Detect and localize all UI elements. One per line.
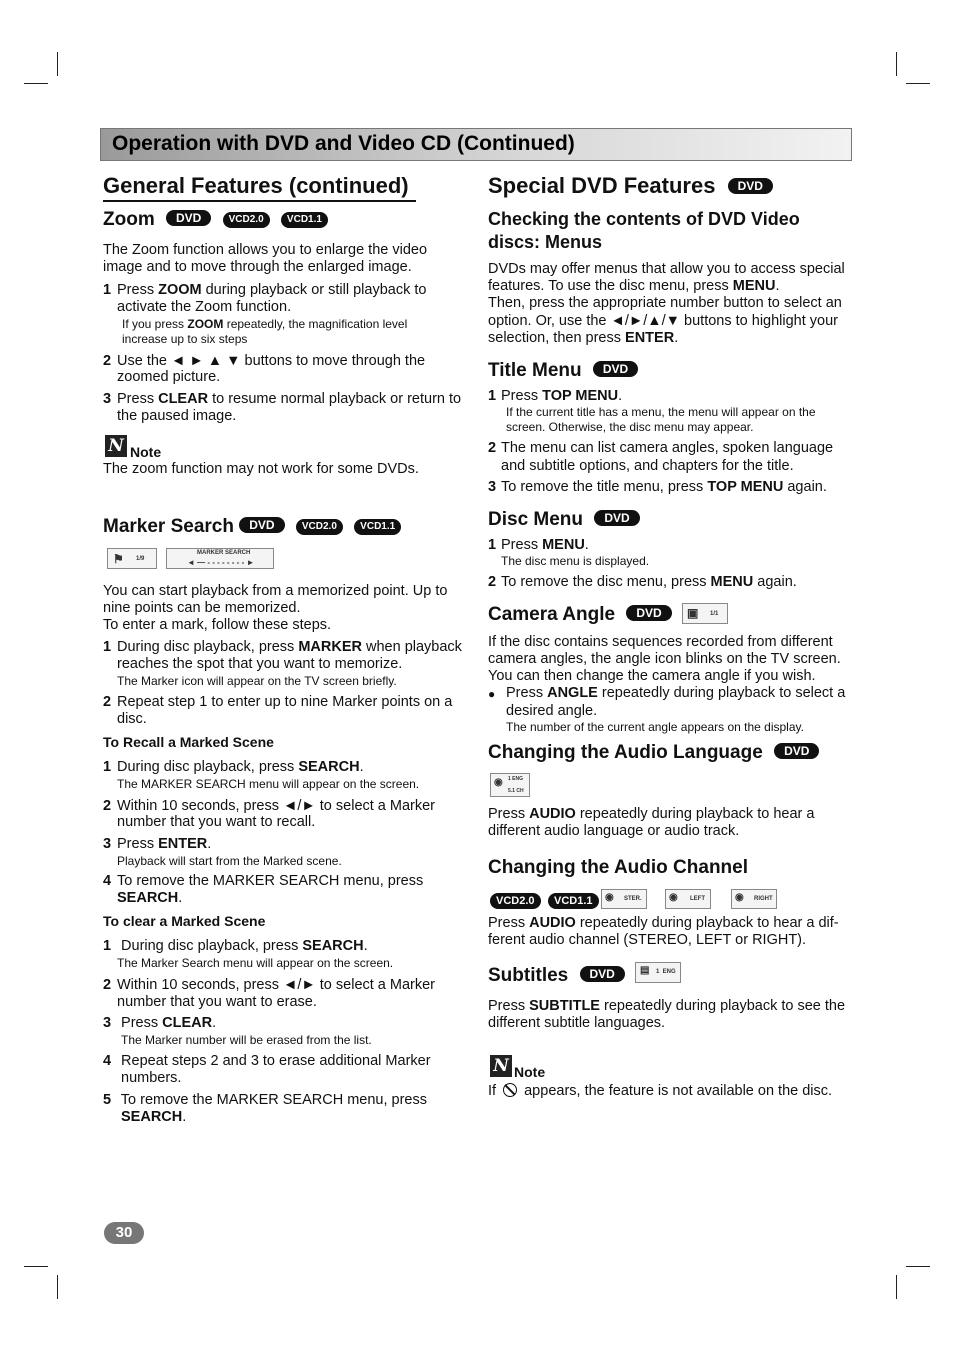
step-number: 1 — [103, 938, 112, 954]
crop-mark — [24, 1266, 48, 1267]
step-number: 3 — [103, 836, 112, 852]
badge-dvd: DVD — [594, 510, 639, 526]
step-number: 3 — [488, 479, 497, 495]
menus-text-3: Then, press the appropriate number button to select an — [488, 295, 842, 311]
subtitles-osd-value: 1 ENG — [656, 969, 676, 975]
camera-text-1: If the disc contains sequences recorded from different — [488, 634, 833, 650]
camera-text-2: camera angles, the angle icon blinks on the TV screen. — [488, 651, 841, 667]
clear-step-5-line2: SEARCH. — [121, 1109, 187, 1125]
clear-heading: To clear a Marked Scene — [103, 913, 266, 929]
recall-step-4: To remove the MARKER SEARCH menu, press — [117, 873, 424, 889]
menus-heading-2: discs: Menus — [488, 232, 603, 252]
recall-step-2: Within 10 seconds, press ◄/► to select a Marker — [117, 798, 436, 814]
menus-text-5: selection, then press ENTER. — [488, 330, 679, 346]
note-icon: N — [490, 1055, 512, 1077]
camera-bullet-sub: The number of the current angle appears on the display. — [506, 720, 804, 734]
zoom-step-1-sub: If you press ZOOM repeatedly, the magnification level — [122, 317, 408, 331]
subtitles-heading-text: Subtitles — [488, 965, 569, 986]
crop-mark — [896, 52, 897, 76]
zoom-heading — [103, 209, 328, 231]
marker-search-osd-bar: ◄ — - - - - - - - - ► — [187, 558, 255, 567]
title-menu-step-3: To remove the title menu, press TOP MENU again. — [501, 479, 827, 495]
camera-angle-osd-value: 1/1 — [710, 611, 719, 617]
audio-language-text-2: different audio language or audio track. — [488, 823, 740, 839]
recall-heading: To Recall a Marked Scene — [103, 734, 274, 750]
audio-language-text-1: Press AUDIO repeatedly during playback to hear a — [488, 806, 815, 822]
step-number: 1 — [488, 537, 497, 553]
clear-step-3-sub: The Marker number will be erased from the list. — [121, 1033, 372, 1047]
marker-search-osd — [166, 548, 274, 569]
prohibited-icon — [503, 1083, 517, 1097]
audio-icon: ◉ — [735, 892, 744, 903]
audio-channel-osd-stereo-label: STER. — [624, 896, 642, 902]
recall-step-4-line2: SEARCH. — [117, 890, 183, 906]
right-title — [488, 173, 773, 200]
step-number: 4 — [103, 873, 112, 889]
title-menu-step-2: The menu can list camera angles, spoken language — [501, 440, 834, 456]
camera-bullet-line2: desired angle. — [506, 703, 598, 719]
recall-step-1-sub: The MARKER SEARCH menu will appear on the screen. — [117, 777, 420, 791]
audio-channel-text-2: ferent audio channel (STEREO, LEFT or RIGHT). — [488, 932, 807, 948]
step-number: 3 — [103, 391, 112, 407]
step-number: 2 — [103, 353, 112, 369]
camera-angle-heading-text: Camera Angle — [488, 604, 616, 625]
badge-vcd20: VCD2.0 — [223, 212, 270, 228]
clear-step-4-line2: numbers. — [121, 1070, 182, 1086]
badge-vcd11: VCD1.1 — [281, 212, 328, 228]
badge-vcd20: VCD2.0 — [296, 519, 343, 535]
audio-channel-osd-stereo — [601, 889, 647, 909]
badge-vcd11: VCD1.1 — [354, 519, 401, 535]
disc-menu-step-1: Press MENU. — [501, 537, 589, 553]
audio-language-osd-line2: 5.1 CH — [508, 788, 524, 794]
disc-menu-heading — [488, 509, 640, 531]
camera-bullet: Press ANGLE repeatedly during playback to select a — [506, 685, 846, 701]
menus-text-2: features. To use the disc menu, press MENU. — [488, 278, 780, 294]
step-number: 1 — [488, 388, 497, 404]
title-menu-heading-text: Title Menu — [488, 360, 582, 381]
audio-channel-osd-left — [665, 889, 711, 909]
subtitles-heading — [488, 965, 625, 987]
zoom-step-1: Press ZOOM during playback or still playback to — [117, 282, 427, 298]
marker-osd-count: 1/9 — [136, 556, 145, 562]
marker-step-2-line2: disc. — [117, 711, 147, 727]
badge-dvd: DVD — [626, 605, 671, 621]
audio-channel-osd-left-label: LEFT — [690, 896, 705, 902]
step-number: 1 — [103, 759, 112, 775]
step-number: 4 — [103, 1053, 112, 1069]
right-title-text: Special DVD Features — [488, 173, 716, 198]
disc-menu-step-1-sub: The disc menu is displayed. — [501, 554, 650, 568]
audio-icon: ◉ — [605, 892, 614, 903]
zoom-step-3-line2: the paused image. — [117, 408, 237, 424]
menus-heading-1: Checking the contents of DVD Video — [488, 209, 800, 229]
marker-icon: ⚑ — [113, 552, 124, 566]
marker-step-1-line2: reaches the spot that you want to memorize. — [117, 656, 403, 672]
audio-icon: ◉ — [494, 777, 503, 788]
banner-title: Operation with DVD and Video CD (Continued) — [112, 132, 575, 155]
marker-osd — [107, 548, 157, 569]
recall-step-3: Press ENTER. — [117, 836, 212, 852]
zoom-intro: The Zoom function allows you to enlarge the video image and to move through the enlarged image. — [103, 242, 428, 275]
badge-dvd: DVD — [728, 178, 773, 194]
step-number: 1 — [103, 639, 112, 655]
audio-language-heading-text: Changing the Audio Language — [488, 742, 763, 763]
marker-step-2: Repeat step 1 to enter up to nine Marker points on a — [117, 694, 453, 710]
audio-language-osd — [490, 773, 530, 797]
step-number: 2 — [488, 574, 497, 590]
page-number: 30 — [104, 1222, 144, 1244]
audio-channel-badges — [490, 893, 599, 912]
crop-mark — [906, 83, 930, 84]
crop-mark — [57, 1275, 58, 1299]
badge-vcd20: VCD2.0 — [490, 893, 541, 909]
audio-icon: ◉ — [669, 892, 678, 903]
camera-text-3: You can then change the camera angle if you wish. — [488, 668, 816, 684]
title-menu-heading — [488, 360, 638, 382]
title-menu-step-1-sub: If the current title has a menu, the menu will appear on the — [506, 405, 816, 419]
note-label: Note — [514, 1064, 546, 1080]
camera-angle-heading — [488, 604, 672, 626]
zoom-step-1-line2: activate the Zoom function. — [117, 299, 292, 315]
crop-mark — [57, 52, 58, 76]
subtitles-text-2: different subtitle languages. — [488, 1015, 666, 1031]
disc-menu-step-2: To remove the disc menu, press MENU again. — [501, 574, 797, 590]
subtitles-text-1: Press SUBTITLE repeatedly during playback to see the — [488, 998, 846, 1014]
title-menu-step-1: Press TOP MENU. — [501, 388, 623, 404]
badge-vcd11: VCD1.1 — [548, 893, 599, 909]
badge-dvd: DVD — [580, 966, 625, 982]
marker-search-osd-title: MARKER SEARCH — [197, 550, 251, 556]
clear-step-1-sub: The Marker Search menu will appear on the screen. — [117, 956, 394, 970]
step-number: 2 — [103, 798, 112, 814]
step-number: 3 — [103, 1015, 112, 1031]
clear-step-1: During disc playback, press SEARCH. — [117, 938, 368, 954]
audio-channel-osd-right-label: RIGHT — [754, 896, 773, 902]
zoom-step-2-line2: zoomed picture. — [117, 369, 221, 385]
crop-mark — [24, 83, 48, 84]
marker-heading-text: Marker Search — [103, 516, 234, 537]
title-menu-step-1-sub2: screen. Otherwise, the disc menu may appear. — [506, 420, 754, 434]
marker-step-1-sub: The Marker icon will appear on the TV screen briefly. — [117, 674, 397, 688]
disc-menu-heading-text: Disc Menu — [488, 509, 584, 530]
camera-icon: ▣ — [687, 606, 699, 620]
left-title: General Features (continued) — [103, 173, 416, 202]
marker-intro-2: nine points can be memorized. — [103, 600, 301, 616]
clear-step-2-line2: number that you want to erase. — [117, 994, 317, 1010]
recall-step-2-line2: number that you want to recall. — [117, 814, 316, 830]
subtitle-icon: ▤ — [640, 965, 650, 976]
menus-text-1: DVDs may offer menus that allow you to access special — [488, 261, 845, 277]
note-icon: N — [105, 435, 127, 457]
zoom-step-3: Press CLEAR to resume normal playback or return to — [117, 391, 462, 407]
step-number: 5 — [103, 1092, 112, 1108]
zoom-step-2: Use the ◄ ► ▲ ▼ buttons to move through the — [117, 353, 426, 369]
marker-intro-3: To enter a mark, follow these steps. — [103, 617, 332, 633]
badge-dvd: DVD — [774, 743, 819, 759]
recall-step-3-sub: Playback will start from the Marked scene. — [117, 854, 342, 868]
badge-dvd: DVD — [239, 517, 284, 533]
bullet: ● — [488, 687, 496, 701]
crop-mark — [906, 1266, 930, 1267]
note-label: Note — [130, 444, 162, 460]
marker-intro-1: You can start playback from a memorized point. Up to — [103, 583, 448, 599]
zoom-step-1-sub-line2: increase up to six steps — [122, 332, 248, 346]
title-menu-step-2-line2: and subtitle options, and chapters for the title. — [501, 458, 794, 474]
clear-step-2: Within 10 seconds, press ◄/► to select a Marker — [117, 977, 436, 993]
zoom-note-text: The zoom function may not work for some DVDs. — [103, 461, 419, 477]
recall-step-1: During disc playback, press SEARCH. — [117, 759, 364, 775]
clear-step-3: Press CLEAR. — [117, 1015, 217, 1031]
audio-channel-osd-right — [731, 889, 777, 909]
camera-angle-osd — [682, 603, 728, 624]
menus-text-4: option. Or, use the ◄/►/▲/▼ buttons to highlight your — [488, 313, 839, 329]
step-number: 1 — [103, 282, 112, 298]
step-number: 2 — [488, 440, 497, 456]
badge-dvd: DVD — [166, 210, 211, 226]
clear-step-5: To remove the MARKER SEARCH menu, press — [117, 1092, 427, 1108]
badge-dvd: DVD — [593, 361, 638, 377]
audio-language-osd-line1: 1 ENG — [508, 776, 524, 782]
clear-step-4: Repeat steps 2 and 3 to erase additional Marker — [117, 1053, 431, 1069]
marker-heading — [103, 516, 401, 538]
crop-mark — [896, 1275, 897, 1299]
audio-language-heading — [488, 742, 819, 764]
marker-step-1: During disc playback, press MARKER when playback — [117, 639, 462, 655]
subtitles-osd — [635, 962, 681, 983]
step-number: 2 — [103, 977, 112, 993]
zoom-heading-text: Zoom — [103, 209, 155, 230]
audio-channel-text-1: Press AUDIO repeatedly during playback to hear a dif- — [488, 915, 839, 931]
step-number: 2 — [103, 694, 112, 710]
right-note-text: If appears, the feature is not available on the disc. — [488, 1083, 833, 1099]
section-banner — [100, 128, 852, 161]
audio-channel-heading: Changing the Audio Channel — [488, 857, 748, 878]
